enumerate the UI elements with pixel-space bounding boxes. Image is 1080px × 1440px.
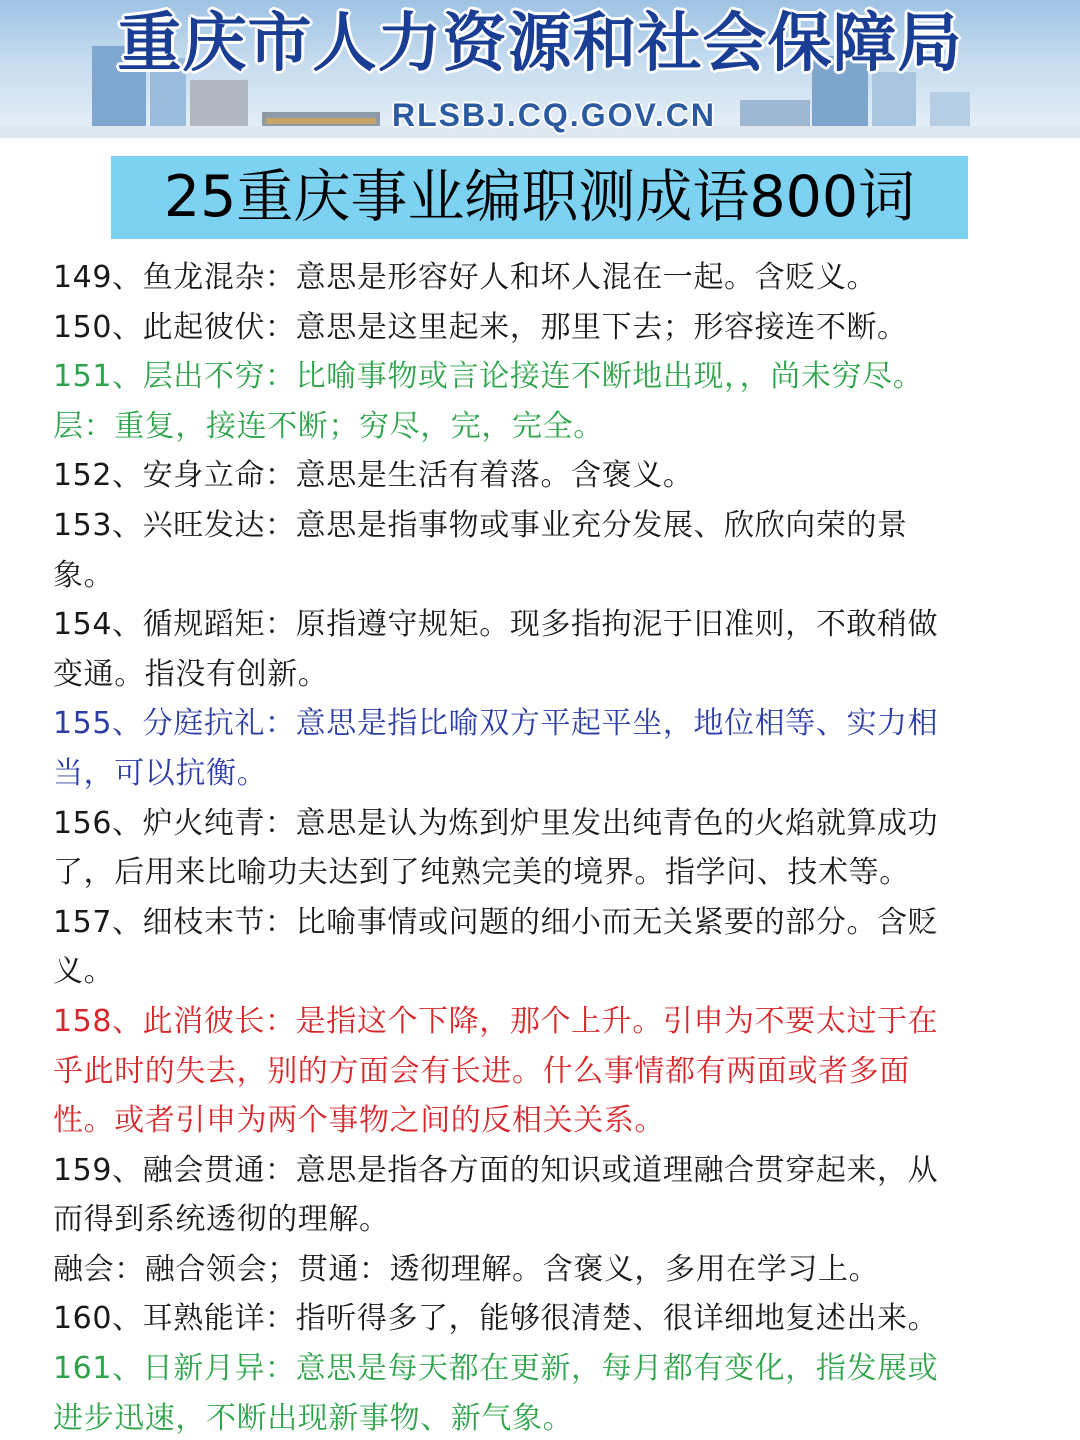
idiom-line: 而得到系统透彻的理解。 [53,1202,390,1238]
idiom-line: 融会：融合领会；贯通：透彻理解。含褒义，多用在学习上。 [53,1251,880,1287]
idiom-line: 160、耳熟能详：指听得多了，能够很清楚、很详细地复述出来。 [53,1301,939,1337]
idiom-line: 153、兴旺发达：意思是指事物或事业充分发展、欣欣向荣的景 [53,507,908,543]
idiom-line: 当，可以抗衡。 [53,755,268,791]
idiom-line: 151、层出不穷：比喻事物或言论接连不断地出现，，尚未穷尽。 [53,359,924,395]
idiom-line: 进步迅速，不断出现新事物、新气象。 [53,1400,574,1436]
idiom-line: 象。 [53,557,115,593]
page-title: 25重庆事业编职测成语800词 [111,156,968,239]
idiom-line: 乎此时的失去，别的方面会有长进。什么事情都有两面或者多面 [53,1053,910,1089]
org-name: 重庆市人力资源和社会保障局 [117,7,963,81]
idiom-list [53,253,1013,1440]
header-banner [0,0,1080,138]
idiom-line: 159、融会贯通：意思是指各方面的知识或道理融合贯穿起来，从 [53,1152,939,1188]
idiom-line: 性。或者引申为两个事物之间的反相关关系。 [53,1103,665,1139]
idiom-line: 变通。指没有创新。 [53,656,329,692]
idiom-line: 150、此起彼伏：意思是这里起来，那里下去；形容接连不断。 [53,309,908,345]
idiom-line: 154、循规蹈矩：原指遵守规矩。现多指拘泥于旧准则，不敢稍做 [53,607,939,643]
idiom-line: 158、此消彼长：是指这个下降，那个上升。引申为不要太过于在 [53,1003,939,1039]
idiom-line: 义。 [53,954,115,990]
idiom-line: 层：重复，接连不断；穷尽，完，完全。 [53,408,604,444]
idiom-line: 155、分庭抗礼：意思是指比喻双方平起平坐，地位相等、实力相 [53,706,939,742]
idiom-line: 156、炉火纯青：意思是认为炼到炉里发出纯青色的火焰就算成功 [53,805,939,841]
idiom-line: 了，后用来比喻功夫达到了纯熟完美的境界。指学问、技术等。 [53,855,910,891]
idiom-line: 149、鱼龙混杂：意思是形容好人和坏人混在一起。含贬义。 [53,260,878,295]
org-url: RLSBJ.CQ.GOV.CN [392,97,716,133]
idiom-line: 152、安身立命：意思是生活有着落。含褒义。 [53,458,694,494]
idiom-line: 161、日新月异：意思是每天都在更新，每月都有变化，指发展或 [53,1351,939,1387]
idiom-line: 157、细枝末节：比喻事情或问题的细小而无关紧要的部分。含贬 [53,904,939,940]
